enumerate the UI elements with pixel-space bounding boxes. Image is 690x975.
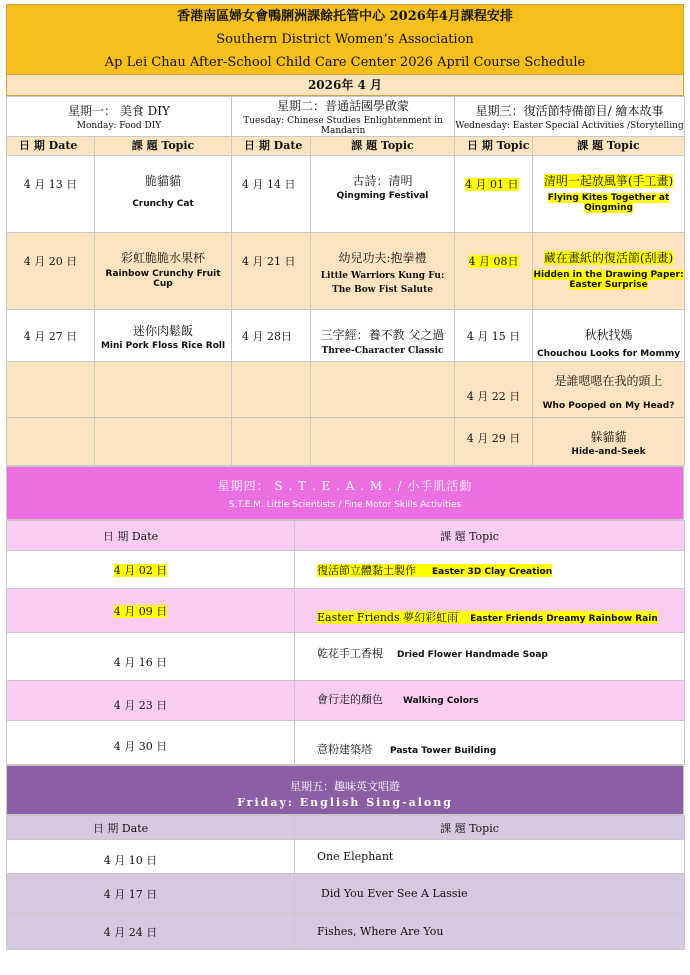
wed-topic-zh: 清明一起放風箏(手工畫): [543, 174, 674, 188]
table-row: [7, 551, 685, 589]
thu-topic-zh: 會行走的顏色: [317, 693, 383, 706]
friday-subtitle: Friday: English Sing-along: [237, 796, 453, 809]
col-date: 日 期 Date: [7, 816, 295, 840]
wed-date: 4 月 29 日: [455, 418, 533, 466]
table-row: [7, 156, 685, 233]
header-title-zh: 香港南區婦女會鴨脷洲課餘托管中心 2026年4月課程安排: [177, 9, 513, 24]
table-row: [7, 362, 685, 418]
fri-date: 4 月 24 日: [7, 914, 295, 950]
thu-topic-en: Dried Flower Handmade Soap: [397, 650, 548, 660]
wed-topic-en: Flying Kites Together at Qingming: [547, 193, 670, 213]
wed-topic: [533, 310, 685, 362]
friday-table: [6, 815, 685, 950]
month-label: 2026年 4 月: [6, 75, 684, 96]
weekday-schedule-table: [6, 96, 685, 466]
table-row: [7, 310, 685, 362]
wed-topic: [533, 233, 685, 310]
thu-topic-en: Easter 3D Clay Creation: [432, 566, 553, 577]
col-topic: 課 題 Topic: [295, 816, 685, 840]
tuesday-subtitle: Tuesday: Chinese Studies Enlightenment in Mandarin: [243, 116, 443, 136]
col-date: 日 期 Date: [7, 521, 295, 551]
thu-topic-en: Easter Friends Dreamy Rainbow Rain: [470, 613, 658, 624]
thu-topic: [295, 633, 685, 681]
empty-cell: [95, 362, 232, 418]
wed-topic: [533, 156, 685, 233]
tuesday-header: [232, 97, 455, 137]
wed-date: 4 月 22 日: [455, 362, 533, 418]
wed-topic-en: Hide-and-Seek: [571, 447, 646, 457]
monday-subtitle: Monday: Food DIY: [76, 121, 162, 131]
empty-cell: [95, 418, 232, 466]
tue-topic-zh: 三字經：養不教 父之過: [320, 328, 445, 342]
col-date: 日 期 Date: [7, 137, 95, 156]
wednesday-header: [455, 97, 685, 137]
friday-title: 星期五：趣味英文唱遊: [290, 780, 400, 793]
col-topic: 課 題 Topic: [95, 137, 232, 156]
mon-topic: [95, 233, 232, 310]
thu-date: 4 月 30 日: [7, 721, 295, 765]
col-topic: 課 題 Topic: [295, 521, 685, 551]
thursday-banner: [6, 466, 684, 520]
wed-topic: [533, 362, 685, 418]
thu-topic: [295, 589, 685, 633]
tue-date: 4 月 28日: [232, 310, 311, 362]
empty-cell: [232, 418, 311, 466]
wednesday-title: 星期三：復活節特備節目/ 繪本故事: [475, 104, 664, 118]
tue-date: 4 月 21 日: [232, 233, 311, 310]
tue-topic-en: Qingming Festival: [336, 191, 429, 201]
thu-date-text: 4 月 02 日: [113, 563, 168, 577]
thu-topic-zh: 復活節立體黏土製作: [317, 563, 416, 577]
empty-cell: [311, 418, 455, 466]
wed-topic-zh: 是誰嗯嗯在我的頭上: [554, 374, 663, 388]
table-row: [7, 633, 685, 681]
table-row: [7, 681, 685, 721]
thu-topic-zh: 乾花手工香梘: [317, 647, 383, 660]
monday-header: [7, 97, 232, 137]
thu-topic-zh: 意粉建築塔: [317, 743, 372, 756]
tue-topic: [311, 156, 455, 233]
empty-cell: [7, 418, 95, 466]
thu-topic: [295, 551, 685, 589]
friday-banner: [6, 765, 684, 815]
thursday-subtitle: S.T.E.M. Little Scientists / Fine Motor Skills Activities: [228, 500, 462, 510]
col-date: 日 期 Date: [232, 137, 311, 156]
wed-topic-en: Hidden in the Drawing Paper: Easter Surprise: [533, 270, 684, 290]
mon-topic: [95, 310, 232, 362]
tue-date: 4 月 14 日: [232, 156, 311, 233]
thu-date-text: 4 月 09 日: [113, 604, 168, 618]
table-row: [7, 914, 685, 950]
table-row: [7, 418, 685, 466]
table-row: [7, 721, 685, 765]
fri-date: 4 月 17 日: [7, 874, 295, 914]
wed-topic-zh: 藏在畫紙的復活節(刮畫): [543, 251, 674, 265]
fri-date: 4 月 10 日: [7, 840, 295, 874]
thu-date: 4 月 16 日: [7, 633, 295, 681]
thursday-title: 星期四： S . T . E . A . M . / 小手肌活動: [217, 479, 473, 493]
empty-cell: [311, 362, 455, 418]
tue-topic-zh: 幼兒功夫:抱拳禮: [338, 251, 427, 265]
fri-topic: Fishes, Where Are You: [295, 914, 685, 950]
col-topic: 課 題 Topic: [311, 137, 455, 156]
thu-date: [7, 589, 295, 633]
mon-topic-en: Crunchy Cat: [132, 199, 194, 209]
thu-topic-en: Pasta Tower Building: [390, 746, 497, 756]
table-row: [7, 840, 685, 874]
table-row: [7, 589, 685, 633]
col-date: 日 期 Topic: [455, 137, 533, 156]
wednesday-subtitle: Wednesday: Easter Special Activities /Storytelling: [455, 121, 684, 131]
schedule-sheet: [6, 4, 684, 950]
empty-cell: [7, 362, 95, 418]
tue-topic-zh: 古詩：清明: [352, 174, 413, 188]
table-row: [7, 874, 685, 914]
wed-date: [455, 156, 533, 233]
tue-topic-en: Little Warriors Kung Fu: The Bow Fist Salute: [320, 271, 445, 295]
thu-date: 4 月 23 日: [7, 681, 295, 721]
wed-topic-zh: 躲貓貓: [590, 430, 627, 444]
header-center-en: Ap Lei Chau After-School Child Care Center 2026 April Course Schedule: [104, 55, 586, 70]
mon-topic: [95, 156, 232, 233]
wed-topic-zh: 秋秋找媽: [584, 328, 633, 342]
wed-date: [455, 233, 533, 310]
wed-date: 4 月 15 日: [455, 310, 533, 362]
thu-date: [7, 551, 295, 589]
wed-topic: [533, 418, 685, 466]
fri-topic: Did You Ever See A Lassie: [295, 874, 685, 914]
wed-date-text: 4 月 08日: [468, 255, 519, 268]
tue-topic-en: Three-Character Classic: [321, 346, 444, 356]
fri-topic: One Elephant: [295, 840, 685, 874]
mon-topic-en: Rainbow Crunchy Fruit Cup: [105, 269, 221, 289]
mon-topic-zh: 彩虹脆脆水果杯: [121, 251, 206, 265]
tue-topic: [311, 310, 455, 362]
monday-title: 星期一： 美食 DIY: [68, 104, 170, 118]
mon-date: 4 月 13 日: [7, 156, 95, 233]
table-row: [7, 233, 685, 310]
thursday-table: [6, 520, 685, 765]
tue-topic: [311, 233, 455, 310]
wed-topic-en: Chouchou Looks for Mommy: [536, 349, 681, 359]
tuesday-title: 星期二：普通話國學啟蒙: [277, 99, 410, 113]
col-topic: 課 題 Topic: [533, 137, 685, 156]
thu-topic: [295, 721, 685, 765]
empty-cell: [232, 362, 311, 418]
wed-topic-en: Who Pooped on My Head?: [542, 401, 675, 411]
thu-topic: [295, 681, 685, 721]
thu-topic-en: Walking Colors: [403, 696, 479, 706]
wed-date-text: 4 月 01 日: [465, 178, 519, 191]
mon-topic-zh: 脆貓貓: [145, 174, 182, 188]
thu-topic-zh: Easter Friends 夢幻彩虹雨: [317, 610, 459, 624]
mon-topic-zh: 迷你肉鬆飯: [133, 324, 194, 338]
header-banner: [6, 4, 684, 75]
mon-date: 4 月 20 日: [7, 233, 95, 310]
header-org-en: Southern District Women’s Association: [216, 32, 474, 47]
mon-topic-en: Mini Pork Floss Rice Roll: [100, 341, 226, 351]
mon-date: 4 月 27 日: [7, 310, 95, 362]
